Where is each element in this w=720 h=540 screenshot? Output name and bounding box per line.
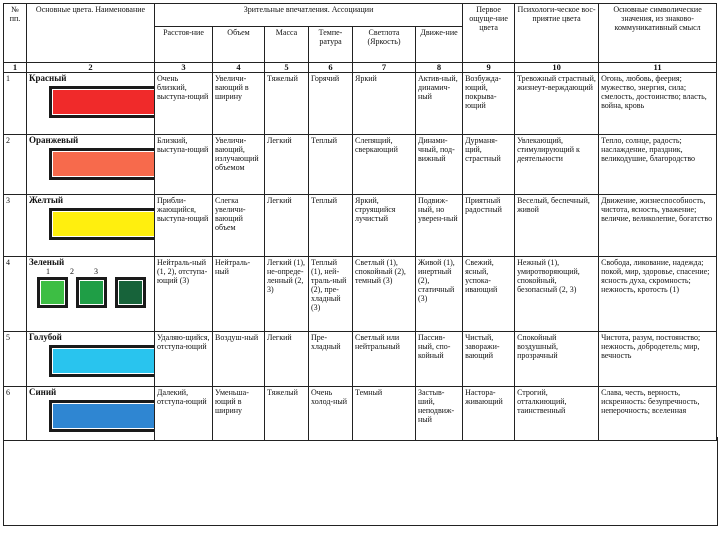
cell-volume: Увеличи-вающий в ширину bbox=[213, 73, 265, 135]
column-number: 9 bbox=[463, 63, 515, 73]
column-numbers-row bbox=[4, 63, 717, 73]
cell-volume: Нейтраль-ный bbox=[213, 257, 265, 332]
cell-first-sense: Дурманя-щий, страстный bbox=[463, 135, 515, 195]
swatch-label: 1 bbox=[46, 267, 50, 276]
color-cell bbox=[27, 387, 155, 441]
cell-first-sense: Чистый, заворажи-вающий bbox=[463, 332, 515, 387]
cell-first-sense: Возбужда-ющий, покрыва-ющий bbox=[463, 73, 515, 135]
cell-mass: Легкий (1), не-опреде-ленный (2, 3) bbox=[265, 257, 309, 332]
color-swatch-blue bbox=[49, 400, 155, 432]
color-cell bbox=[27, 195, 155, 257]
column-number: 7 bbox=[353, 63, 416, 73]
header-temperature: Темпе-ратура bbox=[309, 27, 353, 63]
header-distance: Расстоя-ние bbox=[155, 27, 213, 63]
color-swatch-yellow bbox=[49, 208, 155, 240]
row-number: 1 bbox=[4, 73, 27, 135]
header-num: № пп. bbox=[4, 4, 27, 63]
cell-first-sense: Свежий, ясный, успока-ивающий bbox=[463, 257, 515, 332]
table-row bbox=[4, 332, 717, 387]
color-cell bbox=[27, 332, 155, 387]
cell-distance: Нейтраль-ный (1, 2), отступа-ющий (3) bbox=[155, 257, 213, 332]
cell-psych: Спокойный воздушный, прозрачный bbox=[515, 332, 599, 387]
header-mass: Масса bbox=[265, 27, 309, 63]
cell-brightness: Слепящий, сверкающий bbox=[353, 135, 416, 195]
row-number: 4 bbox=[4, 257, 27, 332]
cell-psych: Строгий, отталкиющий, таинственный bbox=[515, 387, 599, 441]
header-symbolic: Основные символические значения, из знаково-коммуникативный смысл bbox=[599, 4, 717, 63]
cell-distance: Далекий, отступа-ющий bbox=[155, 387, 213, 441]
color-swatch-red bbox=[49, 86, 155, 118]
cell-temperature: Теплый (1), ней-траль-ный (2), пре-хладный (3) bbox=[309, 257, 353, 332]
cell-temperature: Очень холод-ный bbox=[309, 387, 353, 441]
column-number: 2 bbox=[27, 63, 155, 73]
header-color-name: Основные цвета. Наименование bbox=[27, 4, 155, 63]
cell-psych: Веселый, беспечный, живой bbox=[515, 195, 599, 257]
header-brightness: Светлота (Яркость) bbox=[353, 27, 416, 63]
cell-psych: Нежный (1), умиротворяющий, спокойный, безопасный (2, 3) bbox=[515, 257, 599, 332]
cell-first-sense: Приятный радостный bbox=[463, 195, 515, 257]
table-row bbox=[4, 195, 717, 257]
cell-motion: Живой (1), инертный (2), статичный (3) bbox=[416, 257, 463, 332]
row-number: 6 bbox=[4, 387, 27, 441]
column-number: 8 bbox=[416, 63, 463, 73]
table-row bbox=[4, 73, 717, 135]
table-row bbox=[4, 257, 717, 332]
column-number: 6 bbox=[309, 63, 353, 73]
cell-volume: Увеличи-вающий, излучающий объемом bbox=[213, 135, 265, 195]
row-number: 2 bbox=[4, 135, 27, 195]
cell-temperature: Теплый bbox=[309, 195, 353, 257]
cell-motion: Пассив-ный, спо-койный bbox=[416, 332, 463, 387]
column-number: 1 bbox=[4, 63, 27, 73]
cell-first-sense: Настора-живающий bbox=[463, 387, 515, 441]
cell-volume: Уменьша-ющий в ширину bbox=[213, 387, 265, 441]
header-psych: Психологи-ческое вос-приятие цвета bbox=[515, 4, 599, 63]
header-visual-impressions: Зрительные впечатления. Ассоциации bbox=[155, 4, 463, 27]
cell-temperature: Теплый bbox=[309, 135, 353, 195]
cell-volume: Воздуш-ный bbox=[213, 332, 265, 387]
cell-mass: Легкий bbox=[265, 195, 309, 257]
column-number: 5 bbox=[265, 63, 309, 73]
table-row bbox=[4, 387, 717, 441]
row-number: 3 bbox=[4, 195, 27, 257]
cell-brightness: Темный bbox=[353, 387, 416, 441]
color-name: Желтый bbox=[29, 195, 64, 205]
cell-motion: Подвиж-ный, но уверен-ный bbox=[416, 195, 463, 257]
color-cell bbox=[27, 73, 155, 135]
cell-psych: Увлекающий, стимулирующий к деятельности bbox=[515, 135, 599, 195]
cell-mass: Легкий bbox=[265, 332, 309, 387]
cell-brightness: Светлый (1), спокойный (2), темный (3) bbox=[353, 257, 416, 332]
header-volume: Объем bbox=[213, 27, 265, 63]
color-name: Голубой bbox=[29, 332, 62, 342]
cell-motion: Динами-чный, под-вижный bbox=[416, 135, 463, 195]
color-swatch-green-3 bbox=[115, 277, 146, 308]
header-motion: Движе-ние bbox=[416, 27, 463, 63]
swatch-label: 2 bbox=[70, 267, 74, 276]
cell-mass: Легкий bbox=[265, 135, 309, 195]
column-number: 11 bbox=[599, 63, 717, 73]
cell-distance: Прибли-жающийся, выступа-ющий bbox=[155, 195, 213, 257]
cell-distance: Очень близкий, выступа-ющий bbox=[155, 73, 213, 135]
cell-brightness: Яркий, струящийся лучистый bbox=[353, 195, 416, 257]
cell-psych: Тревожный страстный, жизнеут-верждающий bbox=[515, 73, 599, 135]
cell-brightness: Яркий bbox=[353, 73, 416, 135]
swatch-label: 3 bbox=[94, 267, 98, 276]
column-number: 3 bbox=[155, 63, 213, 73]
cell-symbolic: Тепло, солнце, радость; наслаждение, праздник, великодушие, благородство bbox=[599, 135, 717, 195]
cell-brightness: Светлый или нейтральный bbox=[353, 332, 416, 387]
table-row bbox=[4, 135, 717, 195]
cell-symbolic: Слава, честь, верность, искренность: безупречность, неперочность; вселенная bbox=[599, 387, 717, 441]
header-first-sense: Первое ощуще-ние цвета bbox=[463, 4, 515, 63]
cell-motion: Застыв-ший, неподвиж-ный bbox=[416, 387, 463, 441]
cell-volume: Слегка увеличи-вающий объем bbox=[213, 195, 265, 257]
color-swatch-green-2 bbox=[76, 277, 107, 308]
row-number: 5 bbox=[4, 332, 27, 387]
cell-mass: Тяжелый bbox=[265, 387, 309, 441]
color-name: Оранжевый bbox=[29, 135, 79, 145]
cell-symbolic: Свобода, ликование, надежда; покой, мир, здоровье, спасение; ясность духа, скромность; нежность, кротость (1) bbox=[599, 257, 717, 332]
color-name: Синий bbox=[29, 387, 57, 397]
color-swatch-green-1 bbox=[37, 277, 68, 308]
color-cell bbox=[27, 257, 155, 332]
swatch-labels bbox=[46, 267, 152, 276]
cell-symbolic: Движение, жизнеспособность, чистота, ясность, уважение; величие, великолепие, богатство bbox=[599, 195, 717, 257]
color-associations-table bbox=[3, 3, 717, 441]
cell-temperature: Пре-хладный bbox=[309, 332, 353, 387]
cell-distance: Близкий, выступа-ющий bbox=[155, 135, 213, 195]
column-number: 4 bbox=[213, 63, 265, 73]
cell-symbolic: Чистота, разум, постоянство; нежность, добродетель; мир, вечность bbox=[599, 332, 717, 387]
blank-area bbox=[3, 437, 718, 526]
cell-symbolic: Огонь, любовь, феерия; мужество, энергия, сила; смелость, достоинство; власть, война, кровь bbox=[599, 73, 717, 135]
color-name: Красный bbox=[29, 73, 67, 83]
color-name: Зеленый bbox=[29, 257, 65, 267]
color-swatch-light-blue bbox=[49, 345, 155, 377]
color-swatch-orange bbox=[49, 148, 155, 180]
column-number: 10 bbox=[515, 63, 599, 73]
cell-mass: Тяжелый bbox=[265, 73, 309, 135]
cell-motion: Актив-ный, динамич-ный bbox=[416, 73, 463, 135]
color-cell bbox=[27, 135, 155, 195]
cell-temperature: Горячий bbox=[309, 73, 353, 135]
cell-distance: Удаляю-щийся, отступа-ющий bbox=[155, 332, 213, 387]
